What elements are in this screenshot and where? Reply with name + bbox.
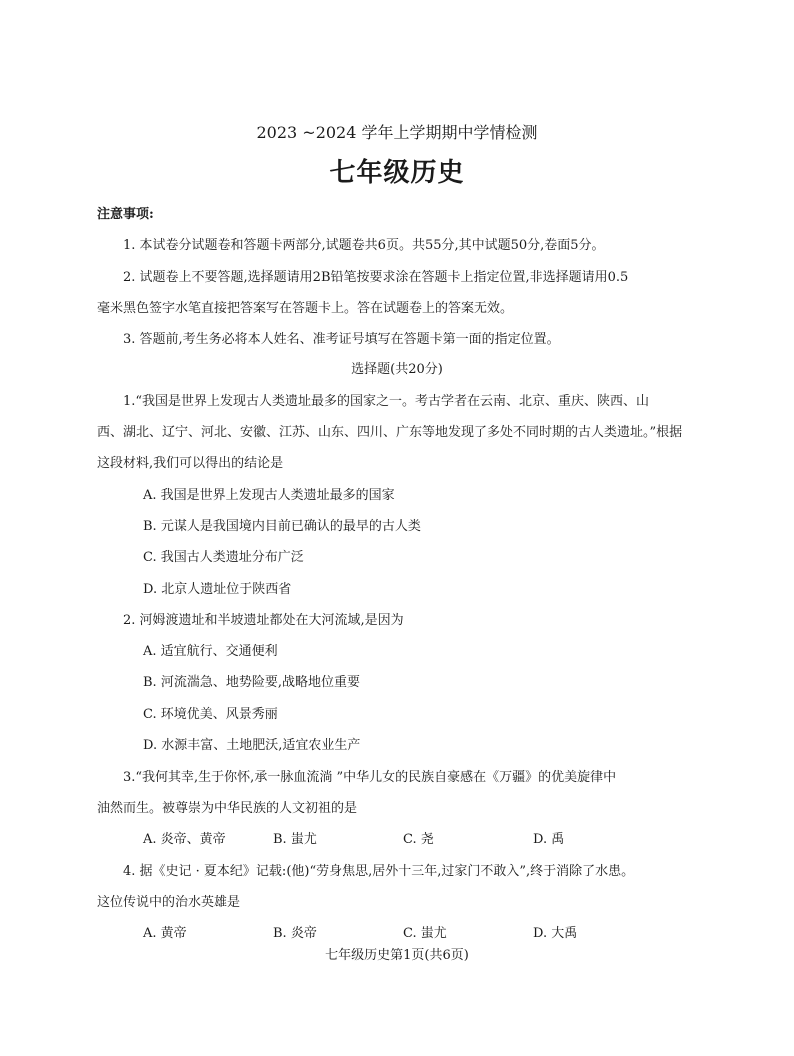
q1-option-a: A. 我国是世界上发现古人类遗址最多的国家: [143, 488, 395, 503]
q1-option-c: C. 我国古人类遗址分布广泛: [143, 550, 304, 565]
q2-stem: 2. 河姆渡遗址和半坡遗址都处在大河流域,是因为: [123, 613, 404, 628]
q2-option-a: A. 适宜航行、交通便利: [143, 644, 278, 659]
q2-option-d: D. 水源丰富、土地肥沃,适宜农业生产: [143, 738, 361, 753]
q4-option-c: C. 蚩尤: [403, 926, 447, 941]
section-heading: 选择题(共20分): [351, 362, 443, 377]
q4-option-d: D. 大禹: [533, 926, 578, 941]
q4-stem-line1: 4. 据《史记 · 夏本纪》记载:(他)“劳身焦思,居外十三年,过家门不敢入”,终于消除了水患。: [123, 864, 635, 879]
q3-options: [143, 828, 663, 847]
q3-option-a: A. 炎帝、黄帝: [143, 832, 226, 847]
q3-stem-line2: 油然而生。被尊崇为中华民族的人文初祖的是: [97, 801, 358, 816]
q3-option-c: C. 尧: [403, 832, 434, 847]
page-footer: 七年级历史第1页(共6页): [325, 948, 469, 963]
q4-stem-line2: 这位传说中的治水英雄是: [97, 895, 241, 910]
exam-title: 七年级历史: [329, 158, 465, 188]
q1-option-b: B. 元谋人是我国境内目前已确认的最早的古人类: [143, 519, 421, 534]
q3-option-d: D. 禹: [533, 832, 565, 847]
q4-option-b: B. 炎帝: [273, 926, 317, 941]
q1-stem-line2: 西、湖北、辽宁、河北、安徽、江苏、山东、四川、广东等地发现了多处不同时期的古人类遗址。”根据: [97, 425, 683, 440]
notice-heading: 注意事项:: [97, 207, 154, 222]
notice-item-2-line2: 毫米黑色签字水笔直接把答案写在答题卡上。答在试题卷上的答案无效。: [97, 301, 514, 316]
notice-item-1: 1. 本试卷分试题卷和答题卡两部分,试题卷共6页。共55分,其中试题50分,卷面5分。: [123, 238, 605, 253]
q2-option-b: B. 河流湍急、地势险要,战略地位重要: [143, 675, 360, 690]
exam-subtitle: 2023 ~2024 学年上学期期中学情检测: [256, 123, 538, 142]
notice-item-3: 3. 答题前,考生务必将本人姓名、准考证号填写在答题卡第一面的指定位置。: [123, 332, 560, 347]
q2-option-c: C. 环境优美、风景秀丽: [143, 707, 278, 722]
q1-stem-line1: 1.“我国是世界上发现古人类遗址最多的国家之一。考古学者在云南、北京、重庆、陕西、山: [123, 394, 650, 409]
q4-options: [143, 922, 663, 941]
q1-option-d: D. 北京人遗址位于陕西省: [143, 582, 292, 597]
notice-item-2-line1: 2. 试题卷上不要答题,选择题请用2B铅笔按要求涂在答题卡上指定位置,非选择题请用0.5: [123, 270, 629, 285]
q3-option-b: B. 蚩尤: [273, 832, 317, 847]
q3-stem-line1: 3.“我何其幸,生于你怀,承一脉血流淌 ”中华儿女的民族自豪感在《万疆》的优美旋律中: [123, 770, 617, 785]
q1-stem-line3: 这段材料,我们可以得出的结论是: [97, 456, 284, 471]
q4-option-a: A. 黄帝: [143, 926, 187, 941]
